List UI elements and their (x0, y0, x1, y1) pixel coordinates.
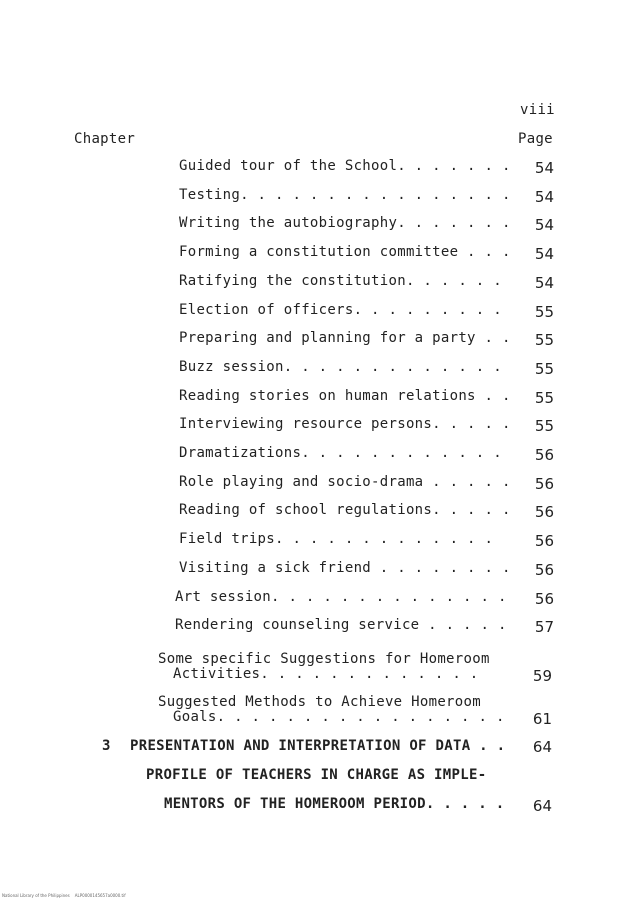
subsection-1-line2: Activities. . . . . . . . . . . . . (173, 666, 479, 682)
toc-entry-text: Preparing and planning for a party . . (179, 330, 511, 346)
toc-entry-text: Election of officers. . . . . . . . . (179, 302, 502, 318)
toc-entry-page: 56 (534, 590, 554, 608)
toc-entry-page: 56 (534, 532, 554, 550)
chapter-3-page: 64 (532, 738, 552, 756)
toc-entry-page: 56 (534, 446, 554, 464)
chapter-3-number: 3 (102, 738, 111, 754)
toc-entry-page: 55 (534, 389, 554, 407)
toc-entry-text: Interviewing resource persons. . . . . (179, 416, 511, 432)
toc-entry-text: Reading of school regulations. . . . . (179, 502, 511, 518)
profile-line2: MENTORS OF THE HOMEROOM PERIOD. . . . . (164, 796, 505, 812)
toc-entry-page: 54 (534, 216, 554, 234)
subsection-2-page: 61 (532, 710, 552, 728)
toc-entry-text: Forming a constitution committee . . . (179, 244, 511, 260)
chapter-3-title: PRESENTATION AND INTERPRETATION OF DATA . . (130, 738, 506, 754)
toc-entry-page: 54 (534, 159, 554, 177)
profile-page: 64 (532, 797, 552, 815)
toc-entry-page: 56 (534, 503, 554, 521)
subsection-1-line1: Some specific Suggestions for Homeroom (158, 651, 490, 667)
toc-entry-text: Guided tour of the School. . . . . . . (179, 158, 511, 174)
subsection-2-line1: Suggested Methods to Achieve Homeroom (158, 694, 481, 710)
toc-entry-text: Testing. . . . . . . . . . . . . . . . (179, 187, 511, 203)
toc-entry-text: Buzz session. . . . . . . . . . . . . (179, 359, 502, 375)
toc-entry-page: 55 (534, 303, 554, 321)
toc-entry-text: Art session. . . . . . . . . . . . . . (175, 589, 507, 605)
toc-entry-text: Reading stories on human relations . . (179, 388, 511, 404)
toc-entry-page: 54 (534, 245, 554, 263)
toc-entry-text: Ratifying the constitution. . . . . . (179, 273, 502, 289)
toc-entry-text: Writing the autobiography. . . . . . . (179, 215, 511, 231)
toc-entry-page: 56 (534, 561, 554, 579)
toc-entry-page: 55 (534, 331, 554, 349)
toc-entry-page: 54 (534, 188, 554, 206)
toc-entry-text: Dramatizations. . . . . . . . . . . . (179, 445, 502, 461)
toc-entry-text: Rendering counseling service . . . . . (175, 617, 507, 633)
page-number: viii (520, 102, 555, 118)
toc-entry-page: 54 (534, 274, 554, 292)
toc-entry-page: 55 (534, 417, 554, 435)
toc-entry-page: 57 (534, 618, 554, 636)
toc-entry-text: Visiting a sick friend . . . . . . . . (179, 560, 511, 576)
subsection-2-line2: Goals. . . . . . . . . . . . . . . . . (173, 709, 505, 725)
chapter-column-label: Chapter (74, 131, 136, 147)
scan-footer: National Library of the Philippines ALP0000145657a0000.tif (2, 893, 126, 898)
toc-entry-text: Role playing and socio-drama . . . . . (179, 474, 511, 490)
page-column-label: Page (518, 131, 553, 147)
toc-entry-page: 55 (534, 360, 554, 378)
toc-entry-page: 56 (534, 475, 554, 493)
toc-entry-text: Field trips. . . . . . . . . . . . . (179, 531, 494, 547)
subsection-1-page: 59 (532, 667, 552, 685)
profile-line1: PROFILE OF TEACHERS IN CHARGE AS IMPLE- (146, 767, 487, 783)
